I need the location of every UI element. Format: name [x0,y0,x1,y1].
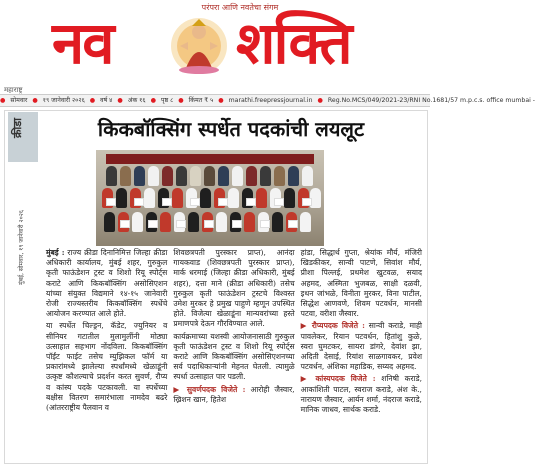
group-photo [96,150,324,246]
masthead-title-right: शक्ति [236,9,351,77]
triangle-bullet-icon: ▶ [173,384,182,394]
bullet-icon: ● [150,97,156,104]
paragraph: मुंबई : राज्य क्रीडा दिनानिमित्त जिल्हा क्रीडा अधिकारी कार्यालय, मुंबई शहर, गुरुकुल कृती फाऊंडेशन ट्रस्ट व शिशो रियू स्पोर्ट्स कराटे आणि किकबॉक्सिंग असोसिएशन यांच्या संयुक्त विद्यमाने १४-१५ जानेवारी रोजी राज्यस्तरीय किकबॉक्सिंग स्पर्धेचे आयोजन करण्यात आले होते. [46,248,168,319]
triangle-bullet-icon: ▶ [300,321,308,331]
paragraph: ▶ कांस्यपदक विजेते : शनिषी कराडे, आकांशिती पाटल, स्वराज कराडे, अंश के., नारायण जैस्वार, आर्यन शर्मा, नंदराज कराडे, मानिक जाधव, सार्थक कराडे. [300,374,422,415]
edition-label: महाराष्ट्र [4,86,23,94]
triangle-bullet-icon: ▶ [300,374,310,384]
issue-day: सोमवार [10,97,28,104]
article-body [46,248,422,462]
article-column-1 [46,248,167,462]
issue-price: किंमत ₹ ५ [188,97,214,104]
photo-back-row [100,166,320,188]
bullet-icon: ● [117,97,123,104]
registration-number: Reg.No.MCS/049/2021-23/RNI No.1681/57 m.p.c.s. office mumbai - [327,97,536,104]
section-label: क्रीडा [11,118,24,139]
article-column-2 [173,248,294,462]
bullet-icon: ● [0,97,6,104]
paragraph: ▶ रौप्यपदक विजेते : सान्वी कराडे, माही पावलेकर, रियान पटवर्धन, हितांशु कुळे, स्वरा घुमटकर, सायरा डांगरे, देवांश झा, अदिती देसाई, रियांश साळगावकर, प्रवेश पटवर्धन, अंशिका महाडिक, सय्यद अहमद. [300,321,422,372]
article-headline: किकबॉक्सिंग स्पर्धेत पदकांची लयलूट [97,117,365,141]
bullet-icon: ● [218,97,224,104]
masthead-title-left: नव [52,9,113,77]
photo-front-row [100,212,320,234]
bullet-icon: ● [178,97,184,104]
bullet-icon: ● [317,97,323,104]
masthead-tagline: परंपरा आणि नवतेचा संगम [201,3,279,12]
bullet-icon: ● [89,97,96,104]
website-link[interactable]: marathi.freepressjournal.in [228,97,313,104]
issue-year: वर्ष ४ [100,97,113,104]
article-column-3 [301,248,422,462]
issue-date: १९ जानेवारी २०२६ [42,97,85,104]
info-bar [0,94,536,107]
paragraph: ▶ सुवर्णपदक विजेते : आरोही जैस्वार, ख्रिशन खान, हितेश [173,384,295,404]
goddess-emblem-icon [168,16,230,76]
paragraph: हांडा, सिद्धार्थ गुप्ता, श्रेयांक मौर्य, मंजिरी खिडकीकर, सान्वी पाटणे, सिवांश मौर्य, प्रीशा पिल्लई, प्रथमेश खुटवळ, सयाद अहमद, अस्मिता भुजबळ, साक्षी दळवी, इथन जांभळे, विनीता मुरकर, विना पाटील, सिद्धेश आणवणे, शिवम पटवर्धन, मानसी पटवा, वरीशा जैस्वार. [300,248,422,319]
paragraph: कार्यक्रमाच्या यशस्वी आयोजनासाठी गुरुकुल कृती फाऊंडेशन ट्रस्ट व शिशो रियू स्पोर्ट्स कराटे आणि किकबॉक्सिंग असोसिएशनच्या सर्व पदाधिकाऱ्यांनी मेहनत घेतली. त्यामुळे स्पर्धा उत्साहात पार पडली. [173,331,295,382]
issue-pages: पृष्ठ ८ [160,97,174,104]
issue-number: अंक १६ [127,97,146,104]
paragraph: या स्पर्धेत चिल्ड्रन, कॅडेट, ज्युनियर व सीनियर गटातील मुलामुलींनी मोठ्या उत्साहात सहभाग नोंदविला. किकबॉक्सिंग पॉईंट फाईट तसेच म्युझिकल फॉर्म या प्रकारांमध्ये झालेल्या स्पर्धांमध्ये खेळाडूंनी उत्कृष्ट कौशल्याचे प्रदर्शन करत सुवर्ण, रौप्य व कांस्य पदके पटकावली. या स्पर्धेच्या बक्षीस वितरण समारंभाला नामदेव बढरे (आंतरराष्ट्रीय पैलवान व [46,321,168,413]
page-dateline: मुंबई, सोमवार, १९ जानेवारी २०२६ [18,210,25,285]
photo-middle-row [100,188,320,210]
event-banner [106,154,314,164]
paragraph: शिवछत्रपती पुरस्कार प्राप्त), आनंदा गायकवाड (शिवछत्रपती पुरस्कार प्राप्त), मार्क धरमाई (जिल्हा क्रीडा अधिकारी, मुंबई शहर), दत्ता माने (क्रीडा अधिकारी) तसेच गुरुकुल कृती फाऊंडेशन ट्रस्टचे विश्वस्त उमेश मुरकर हे प्रमुख पाहुणे म्हणून उपस्थित होते. विजेत्या खेळाडूंना मान्यवरांच्या हस्ते प्रमाणपत्रे देऊन गौरविण्यात आले. [173,248,295,329]
bullet-icon: ● [32,97,38,104]
